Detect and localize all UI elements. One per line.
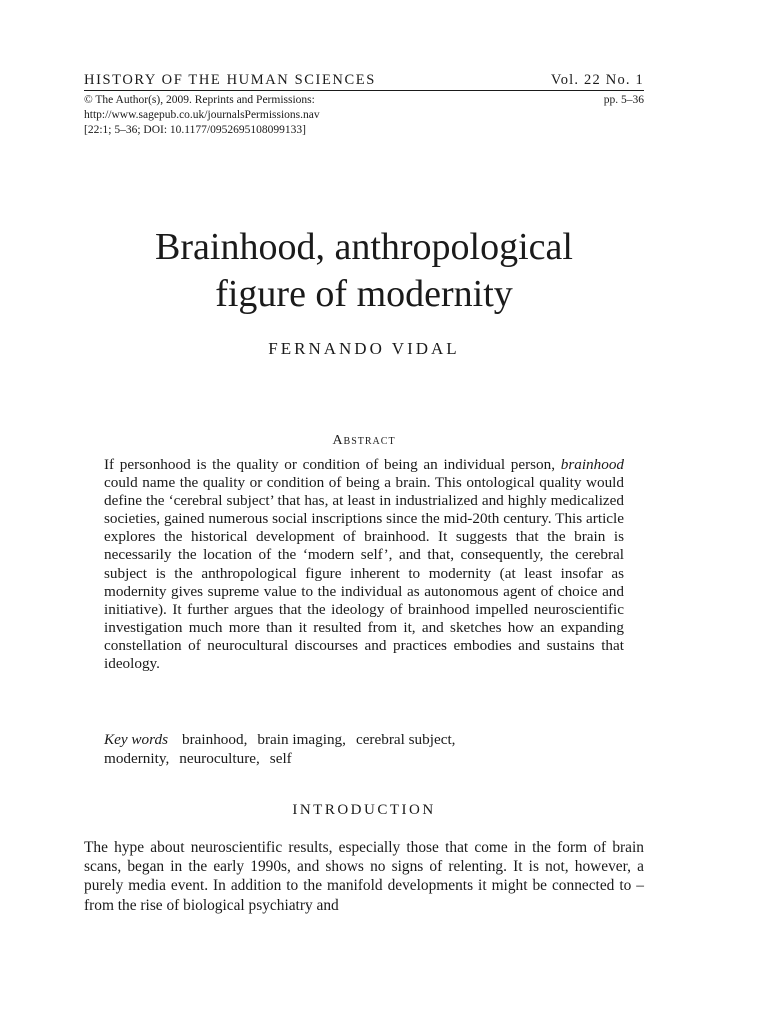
abstract-heading: Abstract <box>332 433 396 448</box>
journal-name: HISTORY OF THE HUMAN SCIENCES <box>84 72 376 88</box>
keyword: neuroculture, <box>179 750 260 767</box>
keyword: brain imaging, <box>257 731 346 748</box>
keyword: cerebral subject, <box>355 731 456 748</box>
keyword: self <box>269 750 292 767</box>
journal-volume: Vol. 22 No. 1 <box>550 72 644 88</box>
keywords <box>104 730 624 768</box>
title-line-2: figure of modernity <box>215 273 513 315</box>
journal-header-row <box>84 72 644 91</box>
abstract-term: brainhood <box>560 456 625 473</box>
abstract-text <box>104 456 624 673</box>
journal-header <box>84 72 644 138</box>
copyright-notice: © The Author(s), 2009. Reprints and Permissions: <box>84 94 315 106</box>
article-title <box>84 224 644 318</box>
page-range: pp. 5–36 <box>603 94 644 106</box>
keywords-label: Key words <box>104 731 168 748</box>
permissions-url: http://www.sagepub.co.uk/journalsPermissions.nav <box>84 109 320 121</box>
keyword: brainhood, <box>181 731 248 748</box>
abstract-body: could name the quality or condition of being a brain. This ontological quality would define the ‘cerebral subject’ that has, at least in industrialized and highly medicalized societies, gained numerous social inscriptions since the mid-20th century. This article explores the historical development of brainhood. It suggests that the brain is necessarily the location of the ‘modern self’, and that, consequently, the cerebral subject is the anthropological figure inherent to modernity (at least insofar as modernity gives supreme value to the individual as autonomous agent of choice and initiative). It further argues that the ideology of brainhood impelled neuroscientific investigation much more than it resulted from it, and sketches how an expanding constellation of neurocultural discourses and practices embodies and sustains that ideology. <box>104 474 624 673</box>
abstract-lead: If personhood is the quality or condition of being an individual person, <box>104 456 556 473</box>
copyright-row <box>84 93 644 108</box>
title-line-1: Brainhood, anthropological <box>155 226 573 268</box>
section-heading-introduction: INTRODUCTION <box>292 802 436 818</box>
author-name: FERNANDO VIDAL <box>268 339 460 358</box>
doi-line: [22:1; 5–36; DOI: 10.1177/0952695108099133] <box>84 124 306 136</box>
keyword: modernity, <box>104 750 170 767</box>
introduction-text: The hype about neuroscientific results, especially those that come in the form of brain scans, began in the early 1990s, and shows no signs of relenting. It is not, however, a purely media event. In addition to the manifold developments it might be connected to – from the rise of biological psychiatry and <box>84 839 644 914</box>
